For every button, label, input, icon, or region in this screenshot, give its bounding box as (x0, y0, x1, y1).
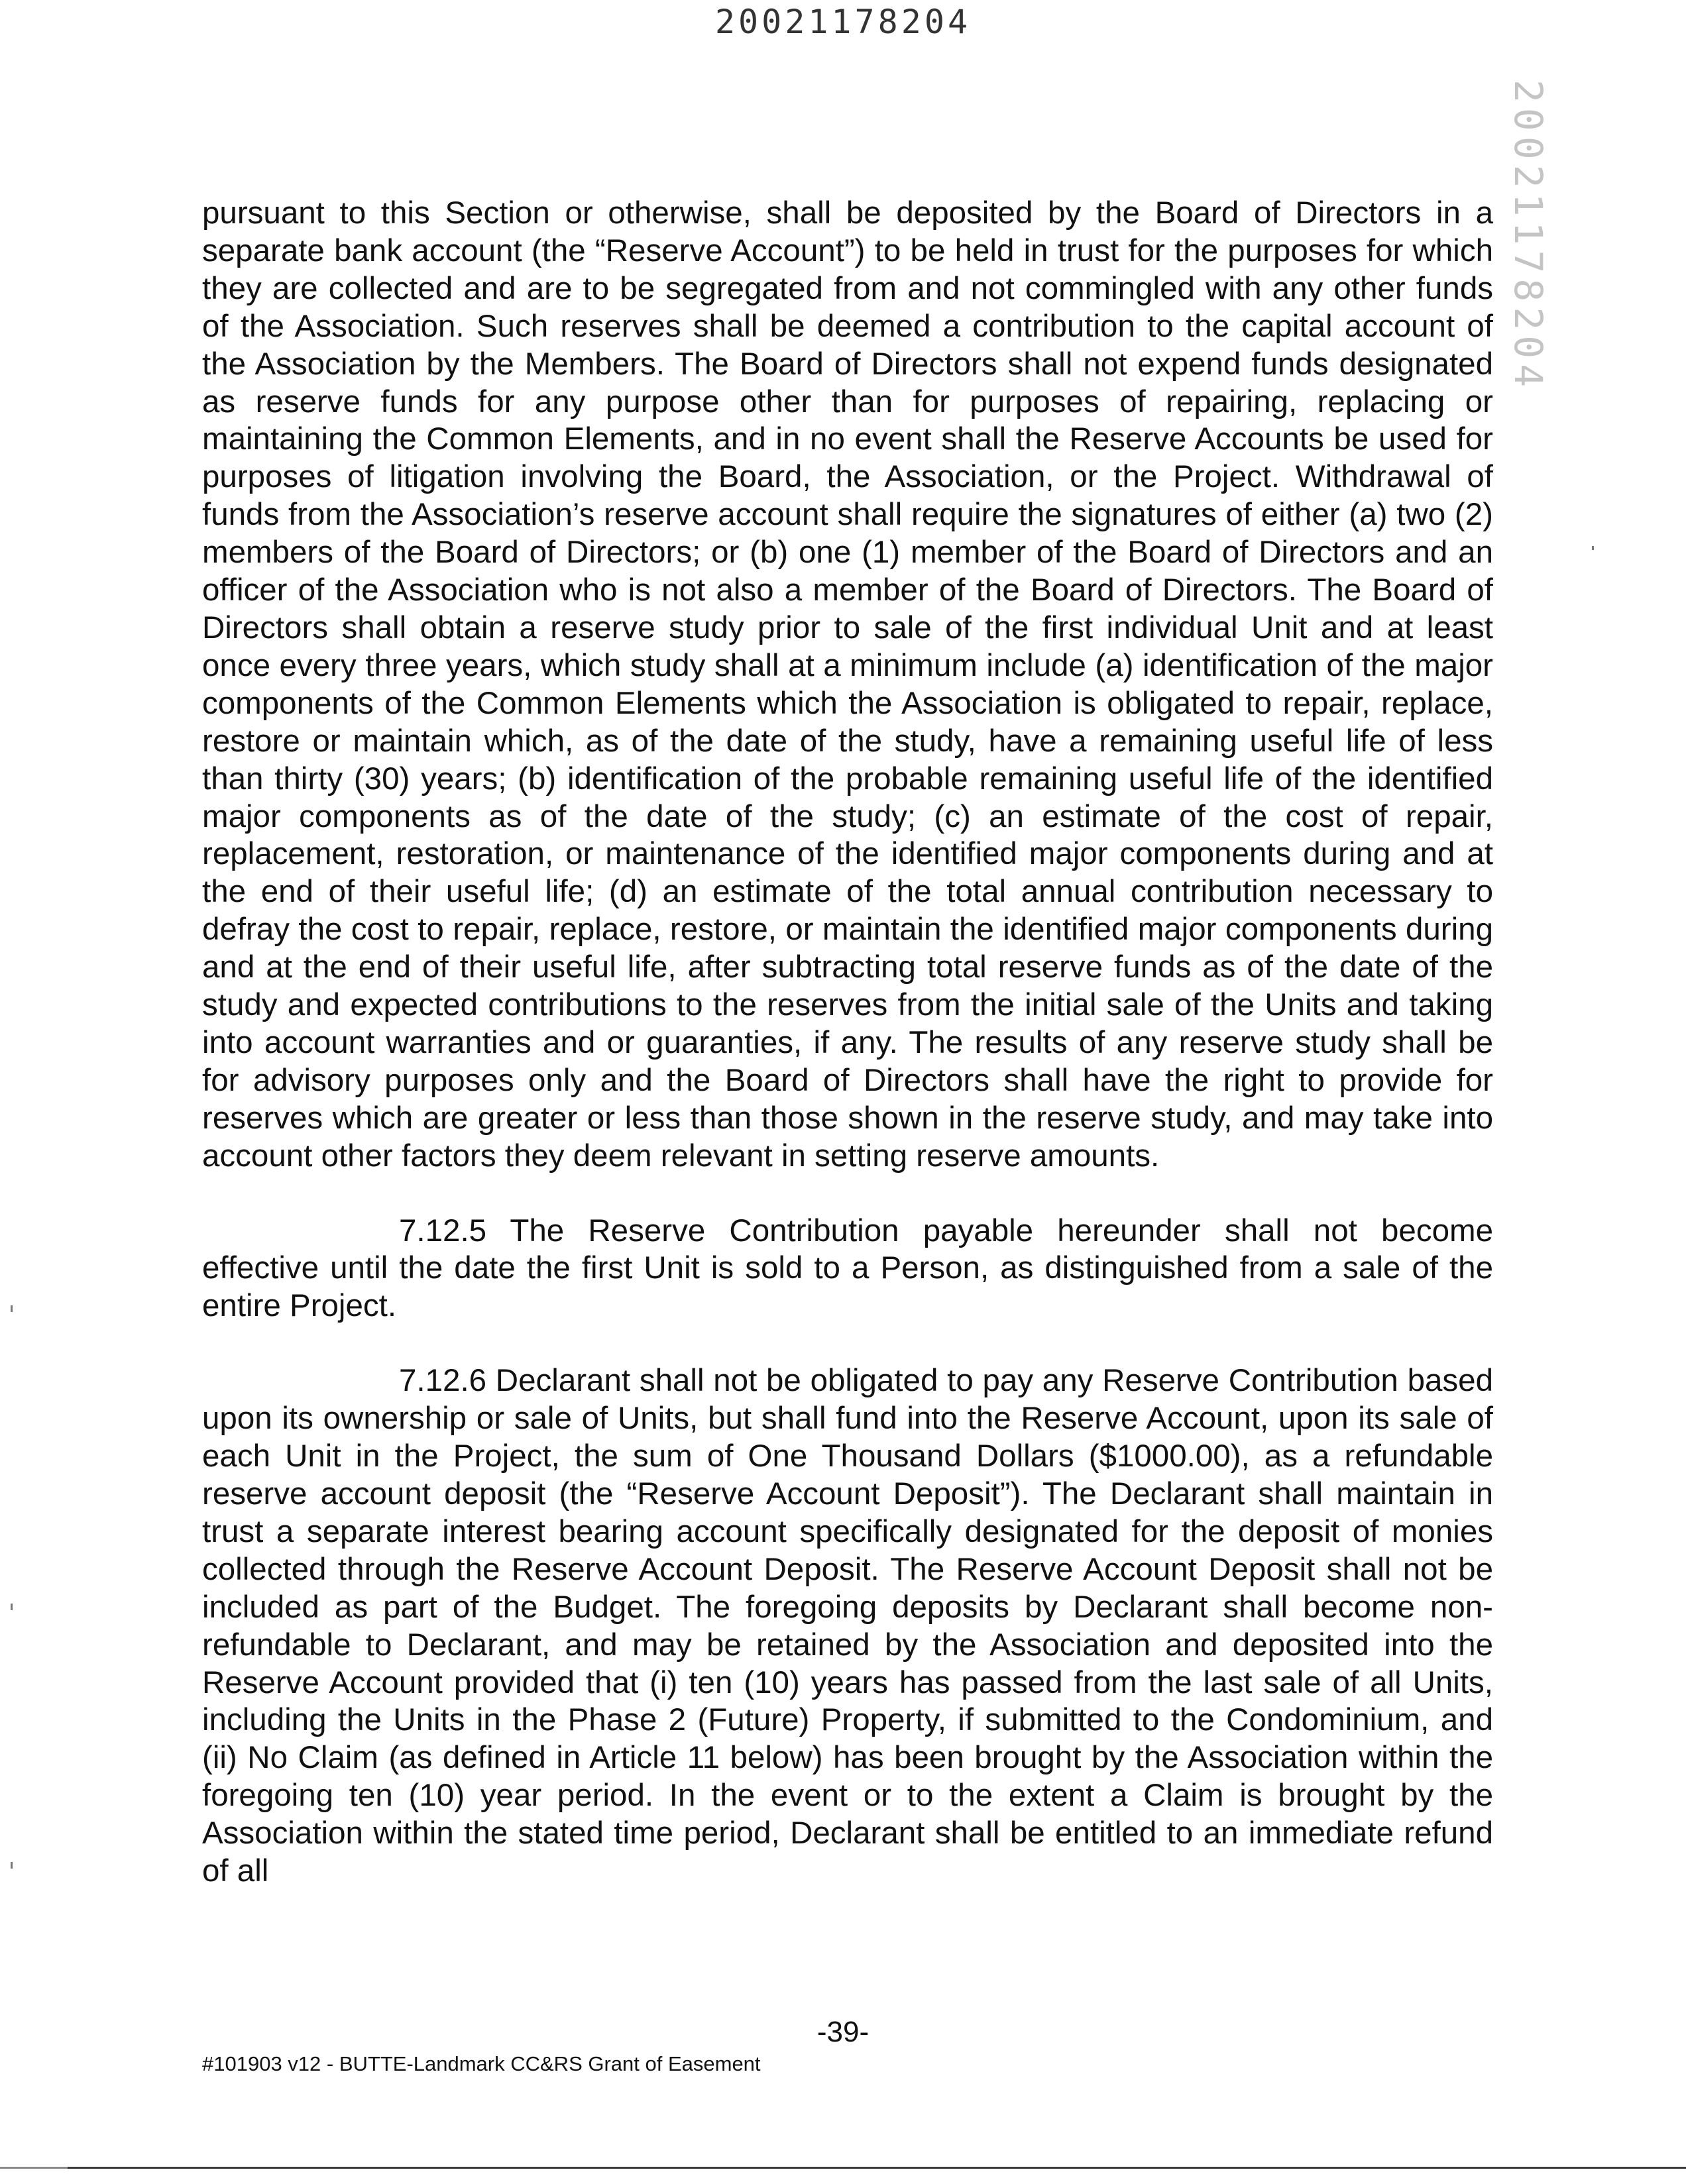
scan-speck (11, 1305, 13, 1312)
paragraph-reserve-account: pursuant to this Section or otherwise, shall be deposited by the Board of Directors in a separate bank account (the “Reserve Account”) to be held in trust for the purposes for which they are collected and are to be segregated from and not commingled with any other funds of the Association. Such reserves shall be deemed a contribution to the capital account of the Association by the Members. The Board of Directors shall not expend funds designated as reserve funds for any purpose other than for purposes of repairing, replacing or maintaining the Common Elements, and in no event shall the Reserve Accounts be used for purposes of litigation involving the Board, the Association, or the Project. Withdrawal of funds from the Association’s reserve account shall require the signatures of either (a) two (2) members of the Board of Directors; or (b) one (1) member of the Board of Directors and an officer of the Association who is not also a member of the Board of Directors. The Board of Directors shall obtain a reserve study prior to sale of the first individual Unit and at least once every three years, which study shall at a minimum include (a) identification of the major components of the Common Elements which the Association is obligated to repair, replace, restore or maintain which, as of the date of the study, have a remaining useful life of less than thirty (30) years; (b) identification of the probable remaining useful life of the identified major components as of the date of the study; (c) an estimate of the cost of repair, replacement, restoration, or maintenance of the identified major components during and at the end of their useful life; (d) an estimate of the total annual contribution necessary to defray the cost to repair, replace, restore, or maintain the identified major components during and at the end of their useful life, after subtracting total reserve funds as of the date of the study and expected contributions to the reserves from the initial sale of the Units and taking into account warranties and or guaranties, if any. The results of any reserve study shall be for advisory purposes only and the Board of Directors shall have the right to provide for reserves which are greater or less than those shown in the reserve study, and may take into account other factors they deem relevant in setting reserve amounts. (202, 195, 1493, 1174)
scan-speck (11, 1862, 13, 1869)
page-number: -39- (816, 2016, 870, 2048)
recording-number: 20021178204 (714, 3, 972, 41)
scan-speck (1592, 546, 1594, 550)
side-recording-stamp: 20021178204 (1506, 80, 1551, 393)
paragraph-7-12-5: 7.12.5 The Reserve Contribution payable hereunder shall not become effective until the date the first Unit is sold to a Person, as distinguished from a sale of the entire Project. (202, 1213, 1493, 1324)
footer-document-reference: #101903 v12 - BUTTE-Landmark CC&RS Grant of Easement (202, 2052, 761, 2075)
scan-bottom-rule (0, 2167, 1686, 2169)
paragraph-7-12-6: 7.12.6 Declarant shall not be obligated to pay any Reserve Contribution based upon its ownership or sale of Units, but shall fund into the Reserve Account, upon its sale of each Unit in the Project, the sum of One Thousand Dollars ($1000.00), as a refundable reserve account deposit (the “Reserve Account Deposit”). The Declarant shall maintain in trust a separate interest bearing account specifically designated for the deposit of monies collected through the Reserve Account Deposit. The Reserve Account Deposit shall not be included as part of the Budget. The foregoing deposits by Declarant shall become non-refundable to Declarant, and may be retained by the Association and deposited into the Reserve Account provided that (i) ten (10) years has passed from the last sale of all Units, including the Units in the Phase 2 (Future) Property, if submitted to the Condominium, and (ii) No Claim (as defined in Article 11 below) has been brought by the Association within the foregoing ten (10) year period. In the event or to the extent a Claim is brought by the Association within the stated time period, Declarant shall be entitled to an immediate refund of all (202, 1363, 1493, 1889)
scan-speck (11, 1604, 13, 1610)
document-body (202, 195, 1493, 1928)
